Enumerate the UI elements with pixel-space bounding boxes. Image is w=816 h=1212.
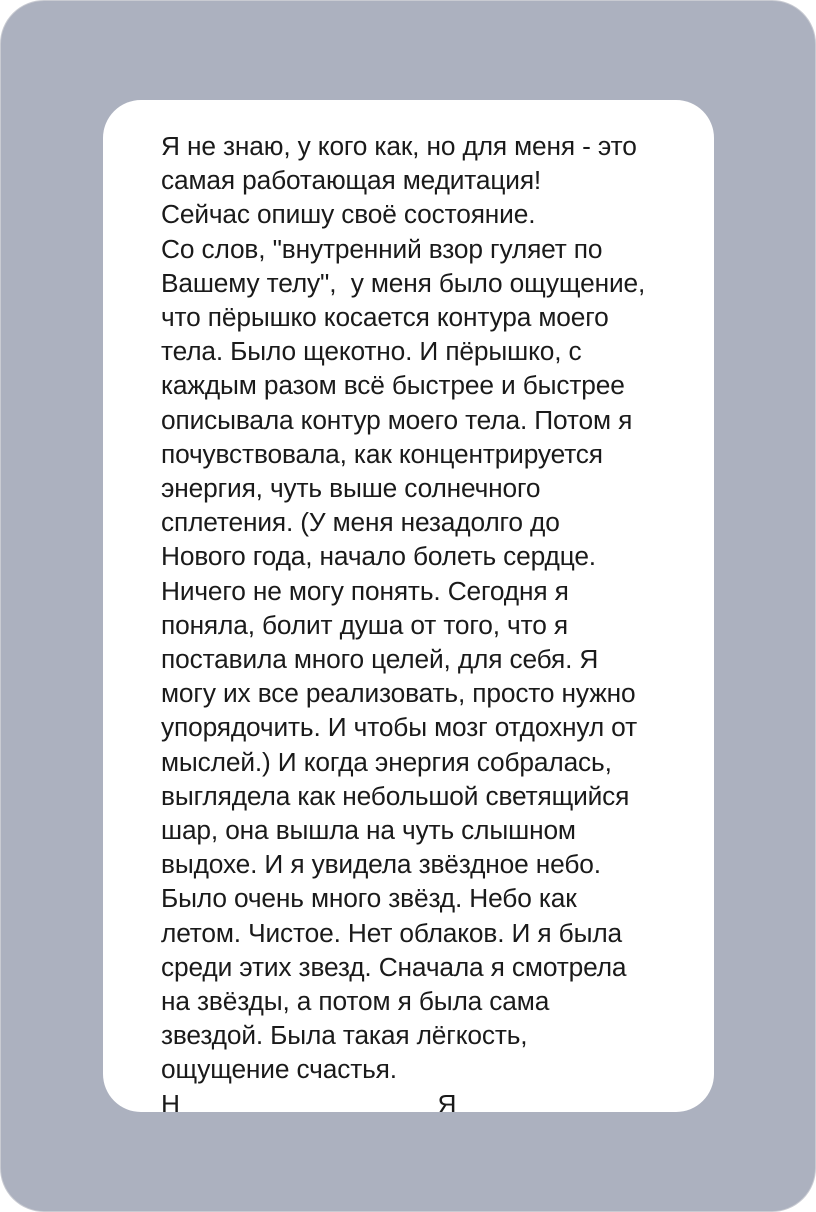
- message-text: [161, 129, 701, 1112]
- message-bubble: [103, 100, 714, 1112]
- message-line: Вашему телу", у меня было ощущение,: [161, 267, 646, 298]
- message-line: Нового года, начало болеть сердце.: [161, 541, 596, 572]
- message-line: что пёрышко косается контура моего: [161, 302, 609, 333]
- message-line: шар, она вышла на чуть слышном: [161, 815, 576, 846]
- message-line: упорядочить. И чтобы мозг отдохнул от: [161, 712, 637, 743]
- message-line: поставила много целей, для себя. Я: [161, 644, 599, 675]
- message-line: могу их все реализовать, просто нужно: [161, 678, 636, 709]
- message-line: летом. Чистое. Нет облаков. И я была: [161, 917, 622, 948]
- message-line: тела. Было щекотно. И пёрышко, с: [161, 336, 582, 367]
- message-line: среди этих звезд. Сначала я смотрела: [161, 951, 627, 982]
- message-line: Со слов, "внутренний взор гуляет по: [161, 233, 603, 264]
- message-line: самая работающая медитация!: [161, 165, 542, 196]
- message-line: выглядела как небольшой светящийся: [161, 780, 630, 811]
- message-line: мыслей.) И когда энергия собралась,: [161, 746, 612, 777]
- message-line: Сейчас опишу своё состояние.: [161, 199, 536, 230]
- message-line-clipped: Н Я: [161, 1088, 457, 1112]
- message-line: почувствовала, как концентрируется: [161, 438, 603, 469]
- message-line: Я не знаю, у кого как, но для меня - это: [161, 131, 637, 161]
- message-line: описывала контур моего тела. Потом я: [161, 404, 633, 435]
- message-line: на звёзды, а потом я была сама: [161, 986, 550, 1017]
- message-line: каждым разом всё быстрее и быстрее: [161, 370, 625, 401]
- message-line: поняла, болит душа от того, что я: [161, 609, 568, 640]
- message-line: звездой. Была такая лёгкость,: [161, 1020, 528, 1051]
- message-line: Ничего не могу понять. Сегодня я: [161, 575, 569, 606]
- message-line: ощущение счастья.: [161, 1054, 397, 1085]
- message-line: выдохе. И я увидела звёздное небо.: [161, 849, 601, 880]
- message-line: энергия, чуть выше солнечного: [161, 473, 541, 504]
- message-line: сплетения. (У меня незадолго до: [161, 507, 560, 538]
- message-line: Было очень много звёзд. Небо как: [161, 883, 577, 914]
